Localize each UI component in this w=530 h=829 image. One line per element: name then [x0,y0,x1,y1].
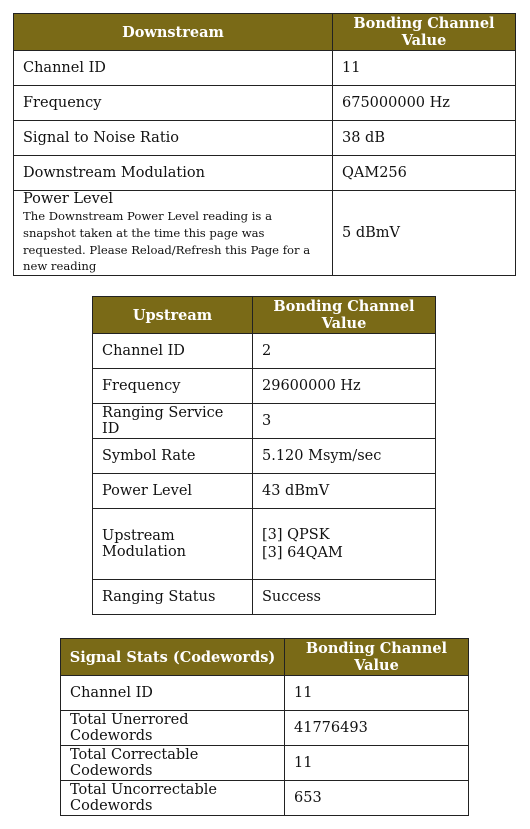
table-row [93,404,436,439]
table-row [14,86,516,121]
table-row [14,121,516,156]
row-label: Total Correctable Codewords [61,746,285,781]
signal-stats-table [60,638,469,816]
row-value: 5.120 Msym/sec [253,439,436,474]
row-label: Channel ID [14,51,333,86]
table-row [61,676,469,711]
column-header: Upstream [93,297,253,334]
row-value: Success [253,580,436,615]
table-row [14,191,516,276]
header-row [93,297,436,334]
row-label: Upstream Modulation [93,509,253,580]
row-value: QAM256 [333,156,516,191]
row-value: 43 dBmV [253,474,436,509]
power-level-note: The Downstream Power Level reading is a snapshot taken at the time this page was requested. Please Reload/Refresh this Page for a new reading [23,209,311,274]
header-row [61,639,469,676]
row-label: Downstream Modulation [14,156,333,191]
table-row [93,369,436,404]
row-label: Symbol Rate [93,439,253,474]
row-label: Channel ID [61,676,285,711]
table-row [61,781,469,816]
table-row [14,51,516,86]
row-value: 11 [285,676,469,711]
table-row [93,439,436,474]
table-row [93,474,436,509]
row-value: 5 dBmV [333,191,516,276]
column-header: Signal Stats (Codewords) [61,639,285,676]
header-row [14,14,516,51]
row-value: 3 [253,404,436,439]
table-row [93,334,436,369]
table-row [61,746,469,781]
table-row [93,580,436,615]
column-header: Bonding Channel Value [253,297,436,334]
row-label: Power Level [23,191,114,207]
row-label: Channel ID [93,334,253,369]
power-level-cell [14,191,333,276]
row-label: Total Unerrored Codewords [61,711,285,746]
row-value: 41776493 [285,711,469,746]
column-header: Bonding Channel Value [333,14,516,51]
row-value: 675000000 Hz [333,86,516,121]
row-label: Total Uncorrectable Codewords [61,781,285,816]
column-header: Bonding Channel Value [285,639,469,676]
upstream-table [92,296,436,615]
table-row [14,156,516,191]
downstream-table [13,13,516,276]
row-label: Frequency [14,86,333,121]
table-row [93,509,436,580]
row-value: 29600000 Hz [253,369,436,404]
row-label: Signal to Noise Ratio [14,121,333,156]
row-label: Frequency [93,369,253,404]
column-header: Downstream [14,14,333,51]
row-value: 2 [253,334,436,369]
row-label: Ranging Status [93,580,253,615]
table-row [61,711,469,746]
row-value: 11 [333,51,516,86]
row-value: 11 [285,746,469,781]
row-value: 38 dB [333,121,516,156]
row-label: Ranging Service ID [93,404,253,439]
row-label: Power Level [93,474,253,509]
row-value: [3] QPSK [3] 64QAM [253,509,436,580]
row-value: 653 [285,781,469,816]
